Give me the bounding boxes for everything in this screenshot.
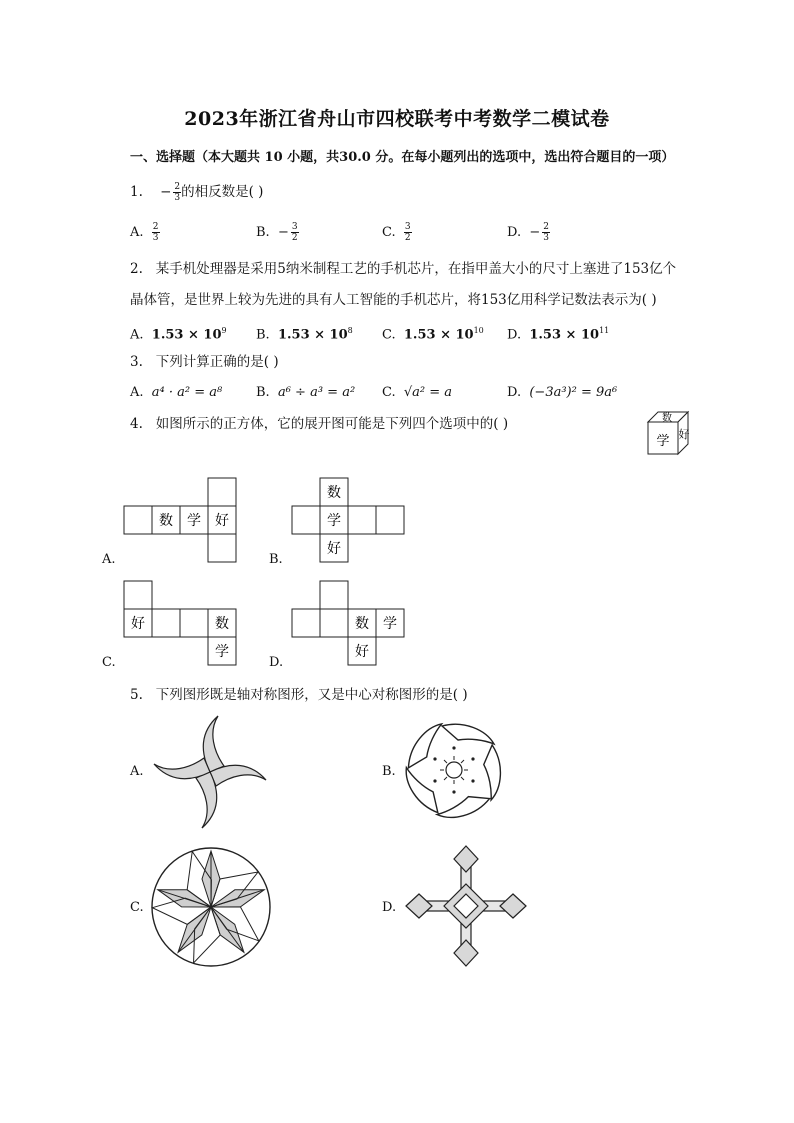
page-title: 2023年浙江省舟山市四校联考中考数学二模试卷 [184,108,610,130]
cube-figure [646,410,694,460]
q1-option-c[interactable]: C. $\frac{3}{2}$ [382,222,411,243]
net-a-label[interactable]: A. [102,552,116,567]
q3-option-d[interactable]: D. (−3a³)² = 9a⁶ [507,385,618,400]
pinwheel-figure [150,712,270,832]
q3-option-a[interactable]: A. a⁴ · a² = a⁸ [130,385,223,400]
net-c [123,580,241,666]
question-5: 5. 下列图形既是轴对称图形，又是中心对称图形的是( ) [130,687,468,703]
svg-text:学: 学 [327,513,341,529]
cube-top-char: 数 [662,413,672,424]
q1-option-d[interactable]: D. − $\frac{2}{3}$ [507,222,549,243]
svg-text:数: 数 [327,485,341,501]
net-b [291,477,409,563]
fraction: $\frac{2}{3}$ [174,182,181,203]
question-1 [130,182,263,203]
svg-text:好: 好 [355,644,369,660]
svg-text:好: 好 [327,541,341,557]
svg-text:好: 好 [131,616,145,632]
q3-option-c[interactable]: C. √a² = a [382,385,453,400]
question-number: 4. [130,416,143,432]
q1-option-a[interactable]: A. $\frac{2}{3}$ [130,222,159,243]
question-number: 3. [130,354,143,370]
question-2: 2. 某手机处理器是采用5纳米制程工艺的手机芯片，在指甲盖大小的尺寸上塞进了153亿个 [130,261,677,277]
q1-option-b[interactable]: B. − $\frac{3}{2}$ [256,222,298,243]
net-d [291,580,409,666]
q5-option-d-label[interactable]: D. [382,900,397,915]
svg-text:好: 好 [215,513,229,529]
q2-option-b[interactable]: B. $1.53 \times 10^8$ [256,326,353,343]
cross-diamond-figure [402,843,530,969]
net-c-label[interactable]: C. [102,655,116,670]
question-number: 2. [130,261,143,277]
question-3: 3. 下列计算正确的是( ) [130,354,279,370]
q2-option-a[interactable]: A. $1.53 \times 10^9$ [130,326,227,343]
question-stem: 的相反数是( ) [181,184,264,200]
svg-text:学: 学 [187,513,201,529]
q5-option-c-label[interactable]: C. [130,900,144,915]
negative-sign: − [160,184,172,200]
q5-option-a-label[interactable]: A. [130,764,144,779]
q3-option-b[interactable]: B. a⁶ ÷ a³ = a² [256,385,356,400]
question-number: 5. [130,687,143,703]
star-circle-figure [150,846,272,968]
svg-text:数: 数 [355,616,369,632]
question-2-line2: 晶体管，是世界上较为先进的具有人工智能的手机芯片，将153亿用科学记数法表示为( ) [130,292,657,308]
svg-text:数: 数 [159,513,173,529]
q2-option-d[interactable]: D. $1.53 \times 10^{11}$ [507,326,610,343]
cube-side-char: 好 [678,428,690,441]
flower-figure [402,718,506,822]
net-a [123,477,241,563]
svg-text:学: 学 [215,644,229,660]
cube-front-char: 学 [656,434,670,449]
svg-text:数: 数 [215,616,229,632]
q5-option-b-label[interactable]: B. [382,764,396,779]
question-number: 1. [130,184,143,200]
svg-text:学: 学 [383,616,397,632]
question-4: 4. 如图所示的正方体，它的展开图可能是下列四个选项中的( ) [130,416,509,432]
q2-option-c[interactable]: C. $1.53 \times 10^{10}$ [382,326,484,343]
net-b-label[interactable]: B. [269,552,283,567]
section-heading: 一、选择题（本大题共 10 小题，共30.0 分。在每小题列出的选项中，选出符合题目的一项） [130,150,675,165]
net-d-label[interactable]: D. [269,655,284,670]
